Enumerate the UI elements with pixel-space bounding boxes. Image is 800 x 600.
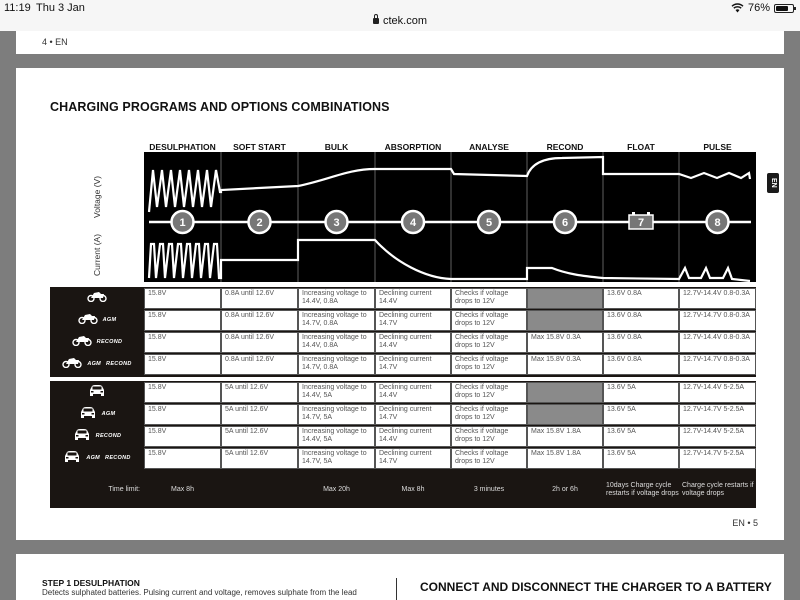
cell-bulk: Increasing voltage to 14.7V, 5A (298, 448, 375, 469)
time-limit-recond: 2h or 6h (552, 485, 578, 493)
step-number-2: 2 (256, 217, 263, 229)
cell-absorption: Declining current 14.4V (375, 332, 451, 353)
cell-desulphation: 15.8V (144, 426, 221, 447)
stage-header-pulse: PULSE (703, 142, 732, 152)
car-program-icon (50, 425, 144, 447)
car-icon (88, 383, 106, 401)
lock-icon (373, 18, 379, 24)
time-limit-soft-start (221, 471, 298, 508)
option-tag-recond: RECOND (95, 433, 122, 439)
page-4 (16, 31, 784, 54)
cell-pulse: 12.7V-14.7V 0.8-0.3A (679, 310, 756, 331)
cell-desulphation: 15.8V (144, 382, 221, 403)
stage-header-absorption: ABSORPTION (384, 142, 442, 152)
cell-absorption: Declining current 14.7V (375, 404, 451, 425)
motorcycle-program-icon (50, 287, 144, 309)
cell-desulphation: 15.8V (144, 448, 221, 469)
battery-fill (776, 6, 788, 11)
cell-float: 13.6V 0.8A (603, 288, 679, 309)
page-title: CHARGING PROGRAMS AND OPTIONS COMBINATIONS (50, 100, 390, 114)
step-number-8: 8 (714, 217, 721, 229)
charging-graph (144, 152, 756, 282)
cell-desulphation: 15.8V (144, 288, 221, 309)
car-row (50, 425, 756, 447)
cell-analyse: Checks if voltage drops to 12V (451, 332, 527, 353)
cell-desulphation: 15.8V (144, 332, 221, 353)
cell-analyse: Checks if voltage drops to 12V (451, 448, 527, 469)
battery-terminal (632, 212, 635, 215)
cell-bulk: Increasing voltage to 14.4V, 0.8A (298, 332, 375, 353)
time-limit-float: 10days Charge cycle restarts if voltage drops (606, 481, 679, 497)
stage-header-bulk: BULK (324, 142, 349, 152)
motorcycle-program-icon (50, 331, 144, 353)
cell-soft-start: 5A until 12.6V (221, 448, 298, 469)
cell-float: 13.6V 0.8A (603, 332, 679, 353)
step-heading: STEP 1 DESULPHATION (42, 578, 140, 588)
cell-soft-start: 0.8A until 12.6V (221, 332, 298, 353)
step-number-3: 3 (333, 217, 340, 229)
cell-soft-start: 5A until 12.6V (221, 404, 298, 425)
cell-soft-start: 0.8A until 12.6V (221, 288, 298, 309)
date: Thu 3 Jan (36, 2, 85, 14)
wifi-icon (731, 3, 744, 13)
time-limit-bulk: Max 20h (323, 485, 350, 493)
step-text: Detects sulphated batteries. Pulsing current and voltage, removes sulphate from the lead (42, 588, 357, 597)
cell-bulk: Increasing voltage to 14.4V, 5A (298, 426, 375, 447)
cell-absorption: Declining current 14.4V (375, 288, 451, 309)
motorcycle-program-icon (50, 309, 144, 331)
cell-pulse: 12.7V-14.4V 0.8-0.3A (679, 332, 756, 353)
step-number-4: 4 (409, 217, 417, 229)
cell-absorption: Declining current 14.7V (375, 354, 451, 375)
cell-absorption: Declining current 14.7V (375, 310, 451, 331)
cell-pulse: 12.7V-14.7V 0.8-0.3A (679, 354, 756, 375)
cell-float: 13.6V 5A (603, 448, 679, 469)
car-row (50, 403, 756, 425)
car-row (50, 381, 756, 403)
status-bar (0, 0, 800, 31)
battery-icon (774, 4, 794, 13)
cell-pulse: 12.7V-14.4V 5-2.5A (679, 382, 756, 403)
cell-bulk: Increasing voltage to 14.7V, 5A (298, 404, 375, 425)
car-icon (63, 449, 81, 467)
cell-absorption: Declining current 14.4V (375, 382, 451, 403)
address-bar[interactable] (0, 15, 800, 27)
charging-curve-svg (144, 152, 756, 282)
car-program-icon (50, 447, 144, 469)
current-curve (149, 240, 750, 281)
battery-percent: 76% (747, 2, 770, 14)
option-tag-agm: AGM (87, 361, 102, 367)
voltage-axis-label: Voltage (V) (92, 175, 102, 218)
cell-desulphation: 15.8V (144, 310, 221, 331)
car-icon (79, 405, 97, 423)
cell-soft-start: 5A until 12.6V (221, 382, 298, 403)
car-program-icon (50, 403, 144, 425)
motorcycle-row (50, 353, 756, 375)
cell-recond: Max 15.8V 0.3A (527, 354, 603, 375)
car-row (50, 447, 756, 469)
cell-float: 13.6V 5A (603, 404, 679, 425)
cell-recond (527, 404, 603, 425)
cell-analyse: Checks if voltage drops to 12V (451, 404, 527, 425)
motorcycle-icon (78, 311, 98, 329)
cell-absorption: Declining current 14.4V (375, 426, 451, 447)
motorcycle-row (50, 287, 756, 309)
car-program-icon (50, 381, 144, 403)
cell-float: 13.6V 5A (603, 426, 679, 447)
cell-analyse: Checks if voltage drops to 12V (451, 310, 527, 331)
option-tag-recond: RECOND (105, 455, 131, 461)
step-number-1: 1 (179, 217, 186, 229)
stage-header-recond: RECOND (546, 142, 584, 152)
cell-absorption: Declining current 14.7V (375, 448, 451, 469)
step-number-7: 7 (637, 217, 645, 229)
cell-pulse: 12.7V-14.7V 5-2.5A (679, 448, 756, 469)
cell-bulk: Increasing voltage to 14.7V, 0.8A (298, 310, 375, 331)
page-number: 4 • EN (42, 37, 68, 47)
motorcycle-program-icon (50, 353, 144, 375)
url-text: ctek.com (382, 15, 427, 27)
motorcycle-icon (72, 333, 92, 351)
cell-analyse: Checks if voltage drops to 12V (451, 426, 527, 447)
cell-float: 13.6V 0.8A (603, 354, 679, 375)
time-limit-pulse: Charge cycle restarts if voltage drops (682, 481, 754, 497)
voltage-curve (149, 157, 750, 212)
stage-header-soft-start: SOFT START (233, 142, 286, 152)
column-divider (396, 578, 397, 600)
cell-recond: Max 15.8V 1.8A (527, 426, 603, 447)
stage-header-float: FLOAT (627, 142, 655, 152)
time-limit-analyse: 3 minutes (473, 485, 505, 493)
section-heading: CONNECT AND DISCONNECT THE CHARGER TO A BATTERY (420, 580, 772, 594)
option-tag-recond: RECOND (106, 361, 132, 367)
time-limit-desulphation: Max 8h (171, 485, 194, 493)
language-tab: EN (767, 173, 779, 193)
cell-recond: Max 15.8V 1.8A (527, 448, 603, 469)
cell-recond (527, 310, 603, 331)
time-limit-row (50, 471, 756, 508)
cell-pulse: 12.7V-14.7V 5-2.5A (679, 404, 756, 425)
status-indicators (731, 2, 794, 14)
cell-bulk: Increasing voltage to 14.7V, 0.8A (298, 354, 375, 375)
cell-pulse: 12.7V-14.4V 0.8-0.3A (679, 288, 756, 309)
step-number-5: 5 (485, 217, 493, 229)
time-limit-label: Time limit: (108, 485, 140, 493)
stage-header-analyse: ANALYSE (469, 142, 509, 152)
step-number-6: 6 (561, 217, 569, 229)
current-axis-label: Current (A) (92, 233, 102, 276)
motorcycle-table (50, 287, 756, 377)
motorcycle-row (50, 331, 756, 353)
time-limit-absorption: Max 8h (401, 485, 425, 493)
cell-soft-start: 0.8A until 12.6V (221, 310, 298, 331)
page-5 (16, 68, 784, 540)
cell-recond (527, 382, 603, 403)
motorcycle-row (50, 309, 756, 331)
option-tag-agm: AGM (101, 411, 116, 417)
car-icon (73, 427, 91, 445)
cell-soft-start: 0.8A until 12.6V (221, 354, 298, 375)
cell-bulk: Increasing voltage to 14.4V, 5A (298, 382, 375, 403)
cell-bulk: Increasing voltage to 14.4V, 0.8A (298, 288, 375, 309)
option-tag-recond: RECOND (96, 339, 123, 345)
cell-float: 13.6V 5A (603, 382, 679, 403)
cell-recond: Max 15.8V 0.3A (527, 332, 603, 353)
car-table (50, 381, 756, 508)
option-tag-agm: AGM (86, 455, 101, 461)
cell-soft-start: 5A until 12.6V (221, 426, 298, 447)
cell-analyse: Checks if voltage drops to 12V (451, 288, 527, 309)
option-tag-agm: AGM (102, 317, 117, 323)
cell-desulphation: 15.8V (144, 404, 221, 425)
cell-desulphation: 15.8V (144, 354, 221, 375)
page-number: EN • 5 (732, 518, 758, 528)
battery-terminal (647, 212, 650, 215)
page-6 (16, 554, 784, 600)
cell-analyse: Checks if voltage drops to 12V (451, 354, 527, 375)
cell-pulse: 12.7V-14.4V 5-2.5A (679, 426, 756, 447)
clock: 11:19 (4, 2, 31, 14)
motorcycle-icon (87, 289, 107, 307)
motorcycle-icon (62, 355, 82, 373)
cell-analyse: Checks if voltage drops to 12V (451, 382, 527, 403)
stage-header-desulphation: DESULPHATION (149, 142, 216, 152)
cell-float: 13.6V 0.8A (603, 310, 679, 331)
cell-recond (527, 288, 603, 309)
